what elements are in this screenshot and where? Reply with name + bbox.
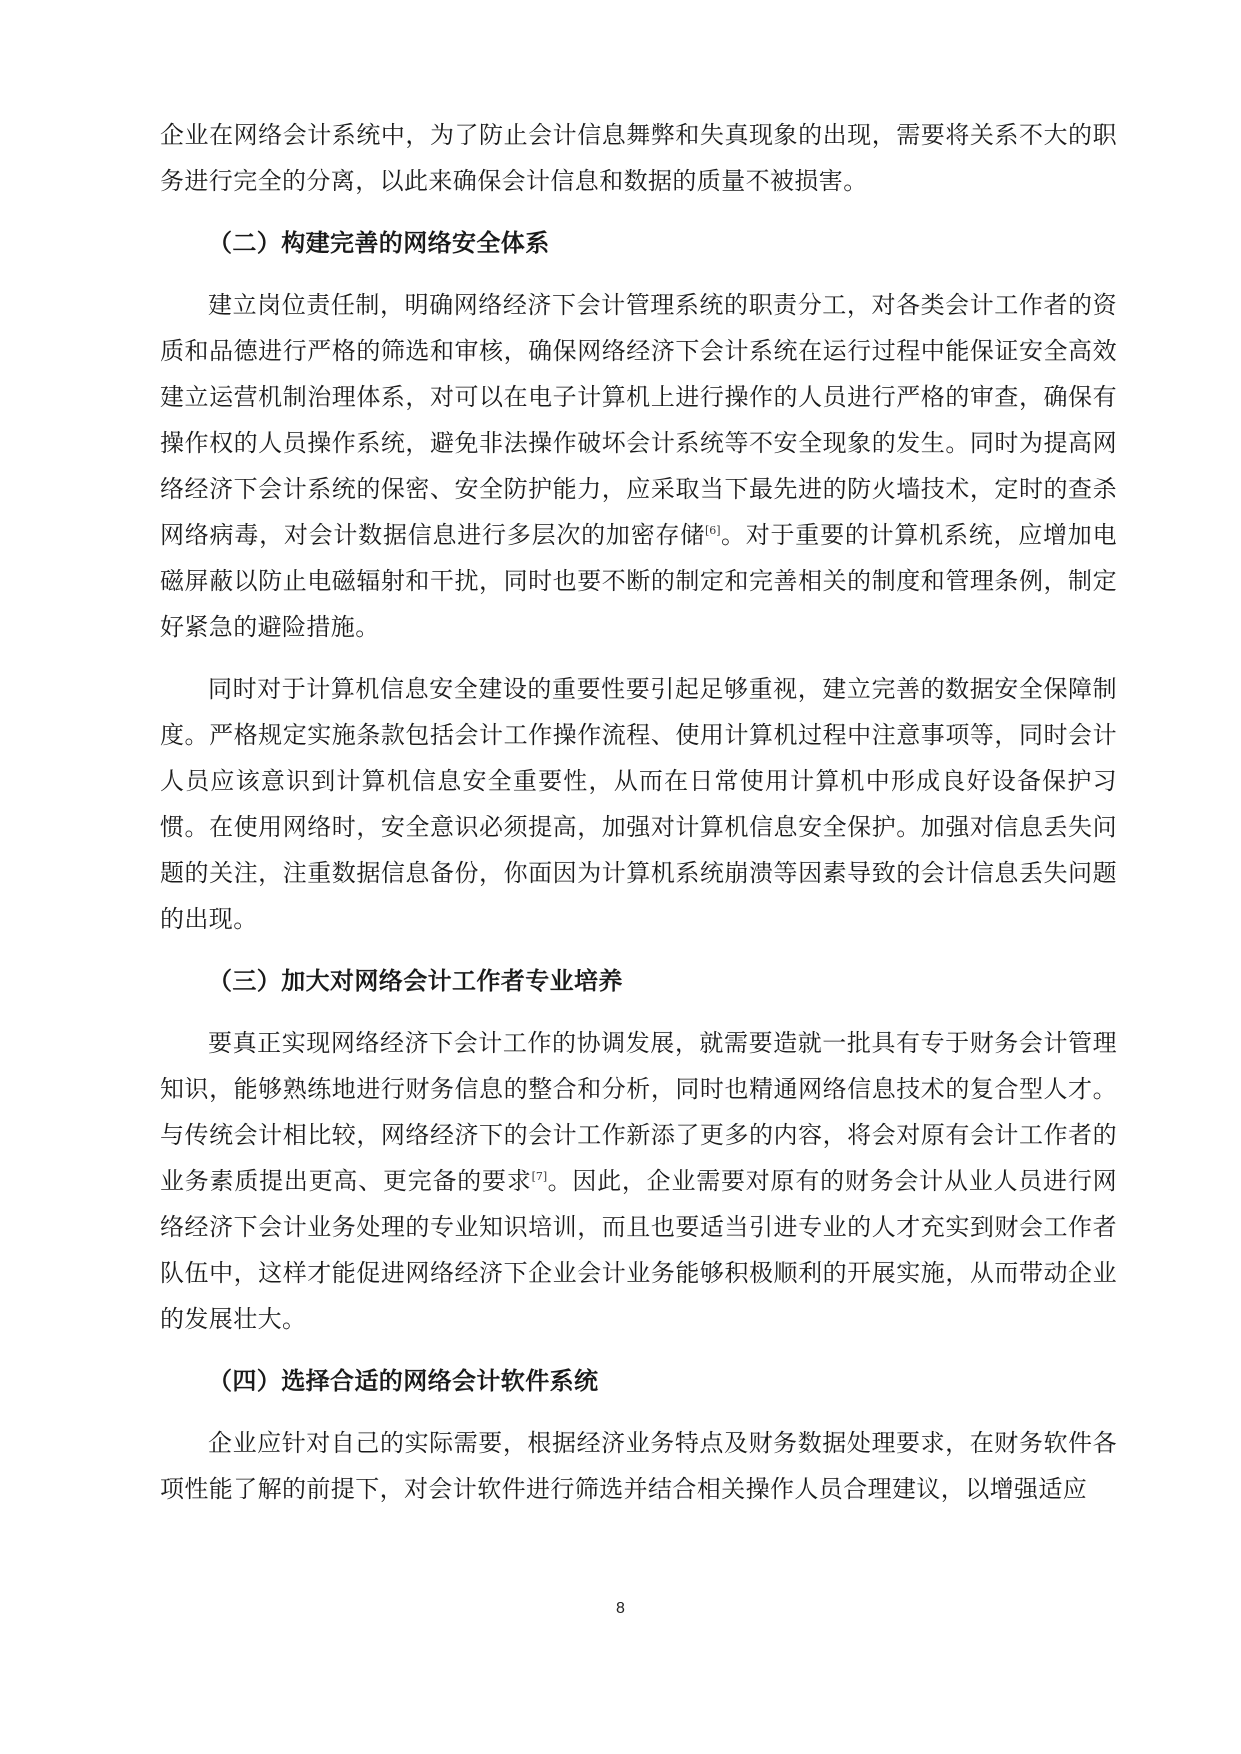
section-heading-2: （二）构建完善的网络安全体系 [208,229,550,257]
paragraph-security-awareness: 同时对于计算机信息安全建设的重要性要引起足够重视，建立完善的数据安全保障制度。严格规定实施条款包括会计工作操作流程、使用计算机过程中注意事项等，同时会计人员应该意识到计算机信息安全重要性，从而在日常使用计算机中形成良好设备保护习惯。在使用网络时，安全意识必须提高，加强对计算机信息安全保护。加强对信息丢失问题的关注，注重数据信息备份，你面因为计算机系统崩溃等因素导致的会计信息丢失问题的出现。 [160,675,1117,933]
spacer [160,942,1117,958]
spacer [160,1404,1117,1420]
spacer [160,266,1117,282]
spacer [160,1342,1117,1358]
paragraph-text: 。因此，企业需要对原有的财务会计从业人员进行网络经济下会计业务处理的专业知识培训，而且也要适当引进专业的人才充实到财会工作者队伍中，这样才能促进网络经济下企业会计业务能够积极顺利的开展实施，从而带动企业的发展壮大。 [160,1167,1117,1333]
page-number: 8 [616,1600,625,1617]
section-heading-4: （四）选择合适的网络会计软件系统 [208,1367,599,1395]
citation-6: [6] [705,524,721,537]
spacer [160,204,1117,220]
spacer [160,650,1117,666]
spacer [160,1004,1117,1020]
section-heading-3: （三）加大对网络会计工作者专业培养 [208,967,623,995]
paragraph-continuation: 企业在网络会计系统中，为了防止会计信息舞弊和失真现象的出现，需要将关系不大的职务进行完全的分离，以此来确保会计信息和数据的质量不被损害。 [160,121,1117,195]
paragraph-text: 要真正实现网络经济下会计工作的协调发展，就需要造就一批具有专于财务会计管理知识，能够熟练地进行财务信息的整合和分析，同时也精通网络信息技术的复合型人才。与传统会计相比较，网络经济下的会计工作新添了更多的内容，将会对原有会计工作者的业务素质提出更高、更完备的要求 [160,1029,1117,1195]
citation-7: [7] [531,1170,548,1183]
paragraph-software-selection: 企业应针对自己的实际需要，根据经济业务特点及财务数据处理要求，在财务软件各项性能了解的前提下，对会计软件进行筛选并结合相关操作人员合理建议，以增强适应 [160,1429,1117,1503]
paragraph-text: 。对于重要的计算机系统，应增加电磁屏蔽以防止电磁辐射和干扰，同时也要不断的制定和完善相关的制度和管理条例，制定好紧急的避险措施。 [160,521,1117,641]
page-content [160,112,1117,1512]
paragraph-security-duties [160,282,1117,650]
paragraph-talent-training [160,1020,1117,1342]
paragraph-text: 建立岗位责任制，明确网络经济下会计管理系统的职责分工，对各类会计工作者的资质和品德进行严格的筛选和审核，确保网络经济下会计系统在运行过程中能保证安全高效建立运营机制治理体系，对可以在电子计算机上进行操作的人员进行严格的审查，确保有操作权的人员操作系统，避免非法操作破坏会计系统等不安全现象的发生。同时为提高网络经济下会计系统的保密、安全防护能力，应采取当下最先进的防火墙技术，定时的查杀网络病毒，对会计数据信息进行多层次的加密存储 [160,291,1117,549]
